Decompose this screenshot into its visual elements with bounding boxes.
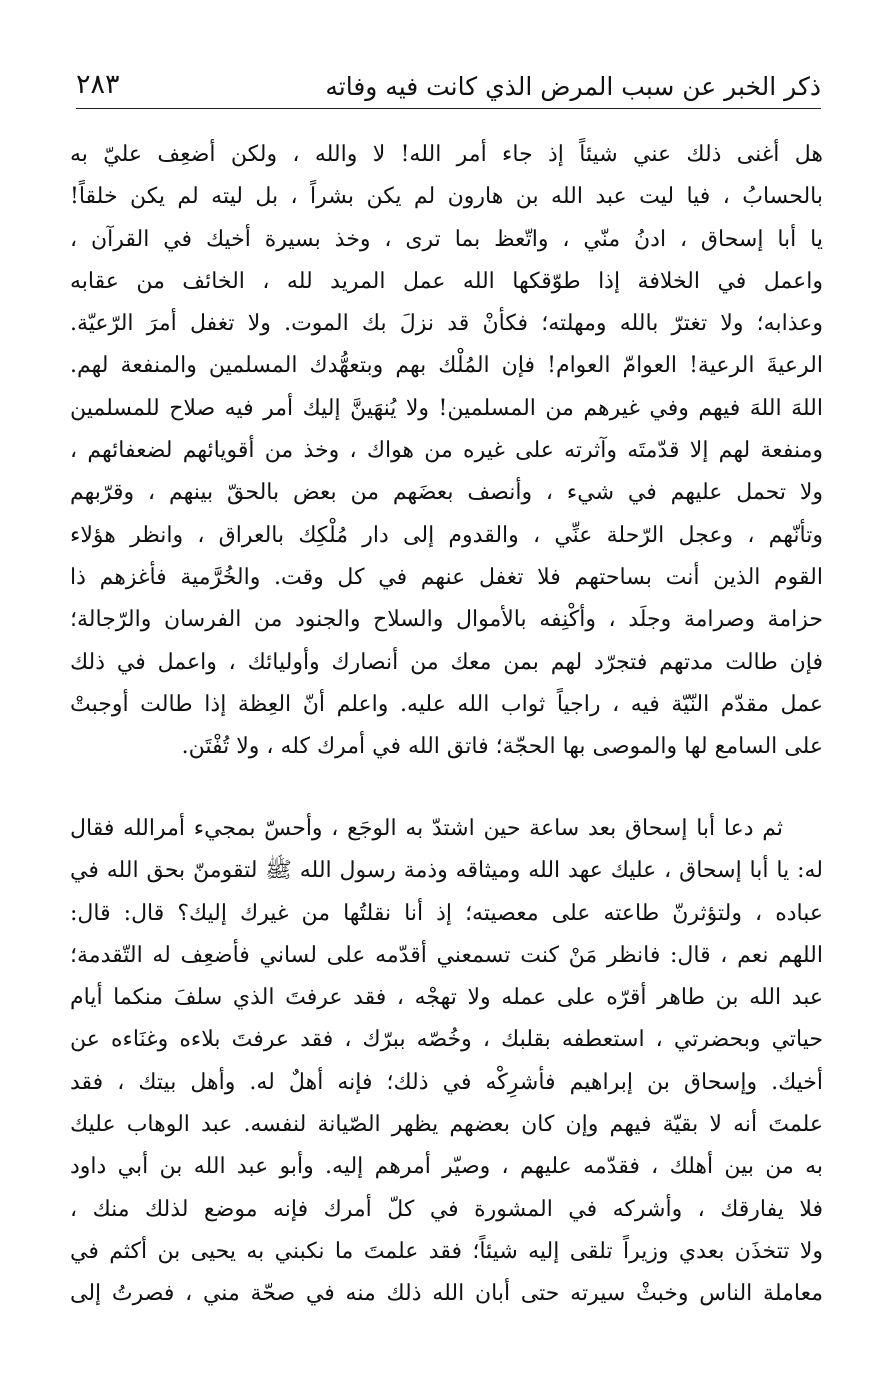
text-line: ومنفعة لهم إلا قدّمتَه وآثرته على غيره من هواك ، وخذ من أقويائهم لضعفائهم ، [70, 438, 823, 464]
text-line: به من بين أهلك ، فقدّمه عليهم ، وصيّر أمرهم إليه. وأبو عبد الله بن أبي داود [70, 1154, 823, 1180]
text-line: هل أغنى ذلك عني شيئاً إذ جاء أمر الله! لا والله ، ولكن أضعِف عليّ به [70, 142, 823, 167]
paragraph-one [70, 134, 823, 768]
text-line: معاملة الناس وخبثْ سيرته حتى أبان الله ذلك منه في صحّة مني ، فصرتُ إلى [70, 1281, 823, 1307]
running-title: ذكر الخبر عن سبب المرض الذي كانت فيه وفاته [325, 72, 821, 101]
text-line: حزامة وصرامة وجلَد ، وأكْنِفه بالأموال والسلاح والجنود من الفرسان والرّجالة؛ [70, 607, 823, 633]
paragraph-two [70, 808, 823, 1316]
page-number: ٢٨٣ [76, 69, 120, 100]
text-line: ولا تتخذَن بعدي وزيراً تلقى إليه شيئاً؛ فقد علمتَ ما نكبني به يحيى بن أكثم في [70, 1238, 823, 1264]
text-line: حياتي وبحضرتي ، استعطفه بقلبك ، وخُصّه ببرّك ، فقد عرفتَ بلاءه وغنَاءه عن [70, 1027, 823, 1053]
text-line: يا أبا إسحاق ، ادنُ منّي ، واتّعظ بما ترى ، وخذ بسيرة أخيك في القرآن ، [70, 226, 823, 252]
text-line: عباده ، ولتؤثرنّ طاعته على معصيته؛ إذ أنا نقلتُها من غيرك إليك؟ قال: قال: [70, 900, 823, 926]
text-line: واعمل في الخلافة إذا طوّقكها الله عمل المريد لله ، الخائف من عقابه [70, 268, 823, 294]
text-line: وعذابه؛ ولا تغترّ بالله ومهلته؛ فكأنْ قد نزلَ بك الموت. ولا تغفل أمرَ الرّعيّة. [70, 311, 823, 337]
text-line: القوم الذين أنت بساحتهم فلا تغفل عنهم في كل وقت. والخُرَّمية فأغزهم ذا [70, 564, 823, 590]
text-line: علمتَ أنه لا بقيّة فيهم وإن كان بعضهم يظهر الصّيانة لنفسه. عبد الوهاب عليك [70, 1112, 823, 1138]
text-line: اللهم نعم ، قال: فانظر مَنْ كنت تسمعني أقدّمه على لساني فأضعِف له التّقدمة؛ [70, 942, 823, 968]
text-line: عبد الله بن طاهر أقرّه على عمله ولا تهجْه ، فقد عرفتَ الذي سلفَ منكما أيام [70, 985, 823, 1011]
text-line: على السامع لها والموصى بها الحجّة؛ فاتق الله في أمرك كله ، ولا تُفْتَن. [181, 734, 823, 760]
running-header [76, 62, 821, 109]
text-line: فلا يفارقك ، وأشركه في المشورة في كلّ أمرك فإنه موضع لذلك منك ، [70, 1196, 823, 1222]
text-line: له: يا أبا إسحاق ، عليك عهد الله وميثاقه وذمة رسول الله ﷺ لتقومنّ بحق الله في [70, 858, 823, 884]
text-line: وتأنّهم ، وعجل الرّحلة عنِّي ، والقدوم إلى دار مُلْكِك بالعراق ، وانظر هؤلاء [70, 522, 823, 548]
text-line: الرعيةَ الرعية! العوامّ العوام! فإن المُلْك بهم وبتعهُّدك المسلمين والمنفعة لهم. [70, 353, 823, 379]
text-line: فإن طالت مدتهم فتجرّد لهم بمن معك من أنصارك وأوليائك ، واعمل في ذلك [70, 649, 823, 675]
text-line: بالحسابُ ، فيا ليت عبد الله بن هارون لم يكن بشراً ، بل ليته لم يكن خلقاً! [70, 184, 823, 210]
text-line: ولا تحمل عليهم في شيء ، وأنصف بعضَهم من بعض بالحقّ بينهم ، وقرّبهم [70, 480, 823, 506]
text-line: ثم دعا أبا إسحاق بعد ساعة حين اشتدّ به الوجَع ، وأحسّ بمجيء أمرالله فقال [70, 816, 783, 841]
text-line: عمل مقدّم النّيّة فيه ، راجياً ثواب الله عليه. واعلم أنّ العِظة إذا طالت أوجبتْ [70, 691, 823, 717]
text-line: أخيك. وإسحاق بن إبراهيم فأشرِكْه في ذلك؛ فإنه أهلٌ له. وأهل بيتك ، فقد [70, 1069, 823, 1095]
text-line: اللهَ اللهَ فيهم وفي غيرهم من المسلمين! ولا يُنهَينَّ إليك أمر فيه صلاح للمسلمين [70, 395, 823, 421]
